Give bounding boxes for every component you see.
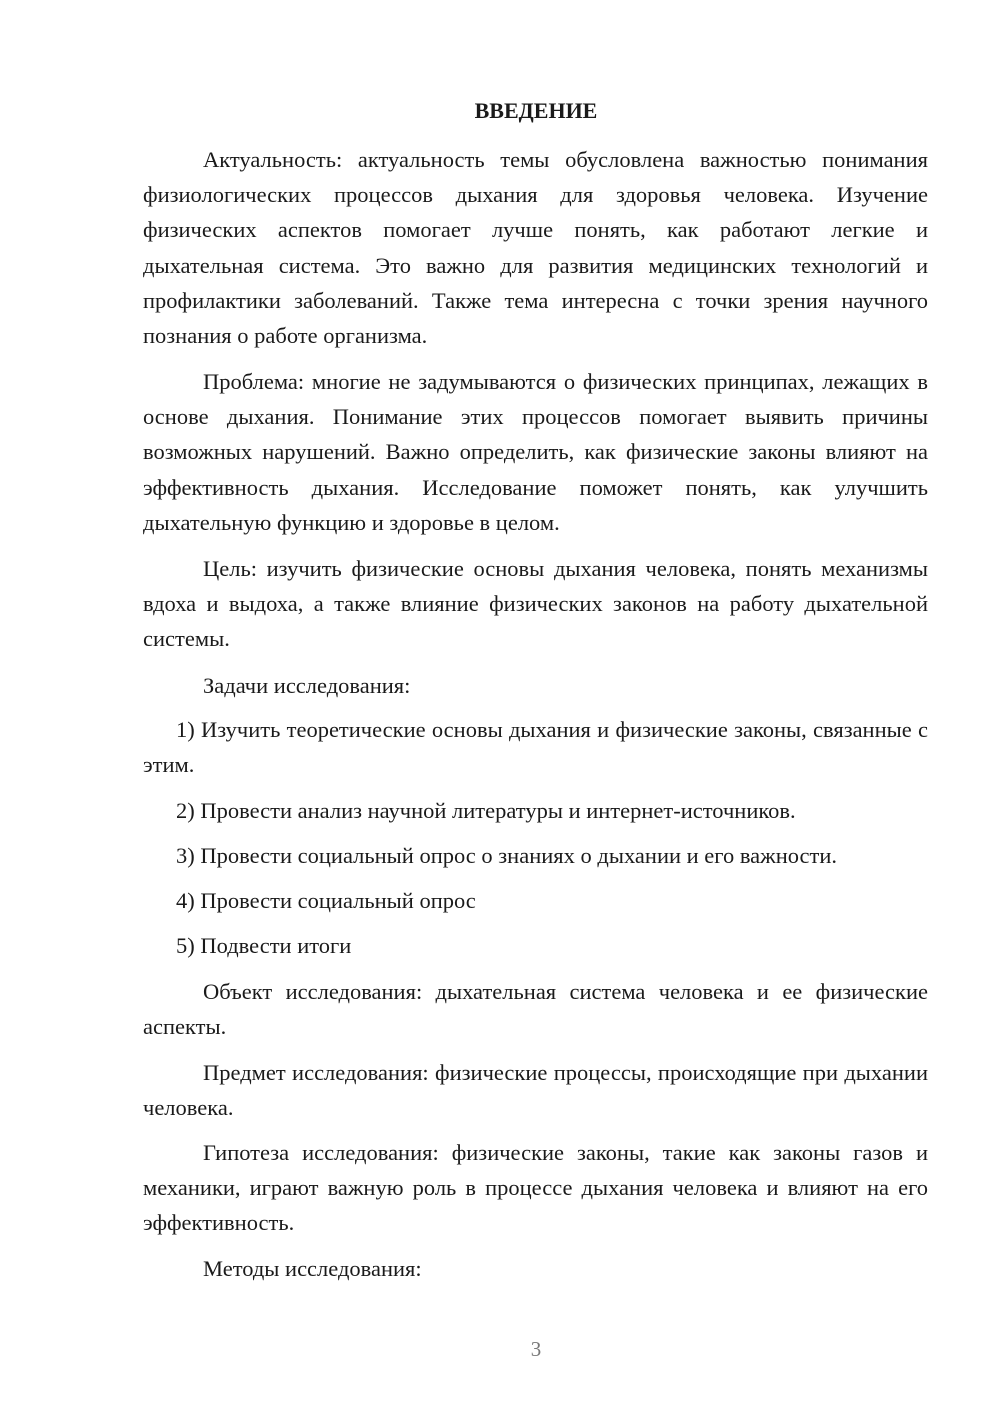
- paragraph-goal: Цель: изучить физические основы дыхания человека, понять механизмы вдоха и выдоха, а также влияние физических законов на работу дыхательной системы.: [143, 556, 928, 652]
- paragraph-relevance: Актуальность: актуальность темы обусловлена важностью понимания физиологических процессов дыхания для здоровья человека. Изучение физических аспектов помогает лучше понять, как работают легкие и дыхательная система. Это важно для развития медицинских технологий и профилактики заболеваний. Также тема интересна с точки зрения научного познания о работе организма.: [143, 147, 928, 349]
- paragraph-problem: Проблема: многие не задумываются о физических принципах, лежащих в основе дыхания. Понимание этих процессов помогает выявить причины возможных нарушений. Важно определить, как физические законы влияют на эффективность дыхания. Исследование поможет понять, как улучшить дыхательную функцию и здоровье в целом.: [143, 369, 928, 535]
- task-item-5: 5) Подвести итоги: [176, 933, 352, 958]
- tasks-heading: Задачи исследования:: [203, 673, 411, 698]
- page-title: ВВЕДЕНИЕ: [474, 98, 598, 123]
- task-item-1: 1) Изучить теоретические основы дыхания и физические законы, связанные с этим.: [143, 717, 928, 778]
- paragraph-hypothesis: Гипотеза исследования: физические законы, такие как законы газов и механики, играют важную роль в процессе дыхания человека и влияют на его эффективность.: [143, 1140, 928, 1236]
- task-item-3: 3) Провести социальный опрос о знаниях о дыхании и его важности.: [176, 843, 838, 868]
- page-number: 3: [530, 1337, 542, 1361]
- paragraph-object: Объект исследования: дыхательная система человека и ее физические аспекты.: [143, 979, 928, 1040]
- task-item-4: 4) Провести социальный опрос: [176, 888, 476, 913]
- task-item-2: 2) Провести анализ научной литературы и интернет-источников.: [176, 798, 796, 823]
- paragraph-subject: Предмет исследования: физические процессы, происходящие при дыхании человека.: [143, 1060, 928, 1121]
- methods-heading: Методы исследования:: [203, 1256, 422, 1281]
